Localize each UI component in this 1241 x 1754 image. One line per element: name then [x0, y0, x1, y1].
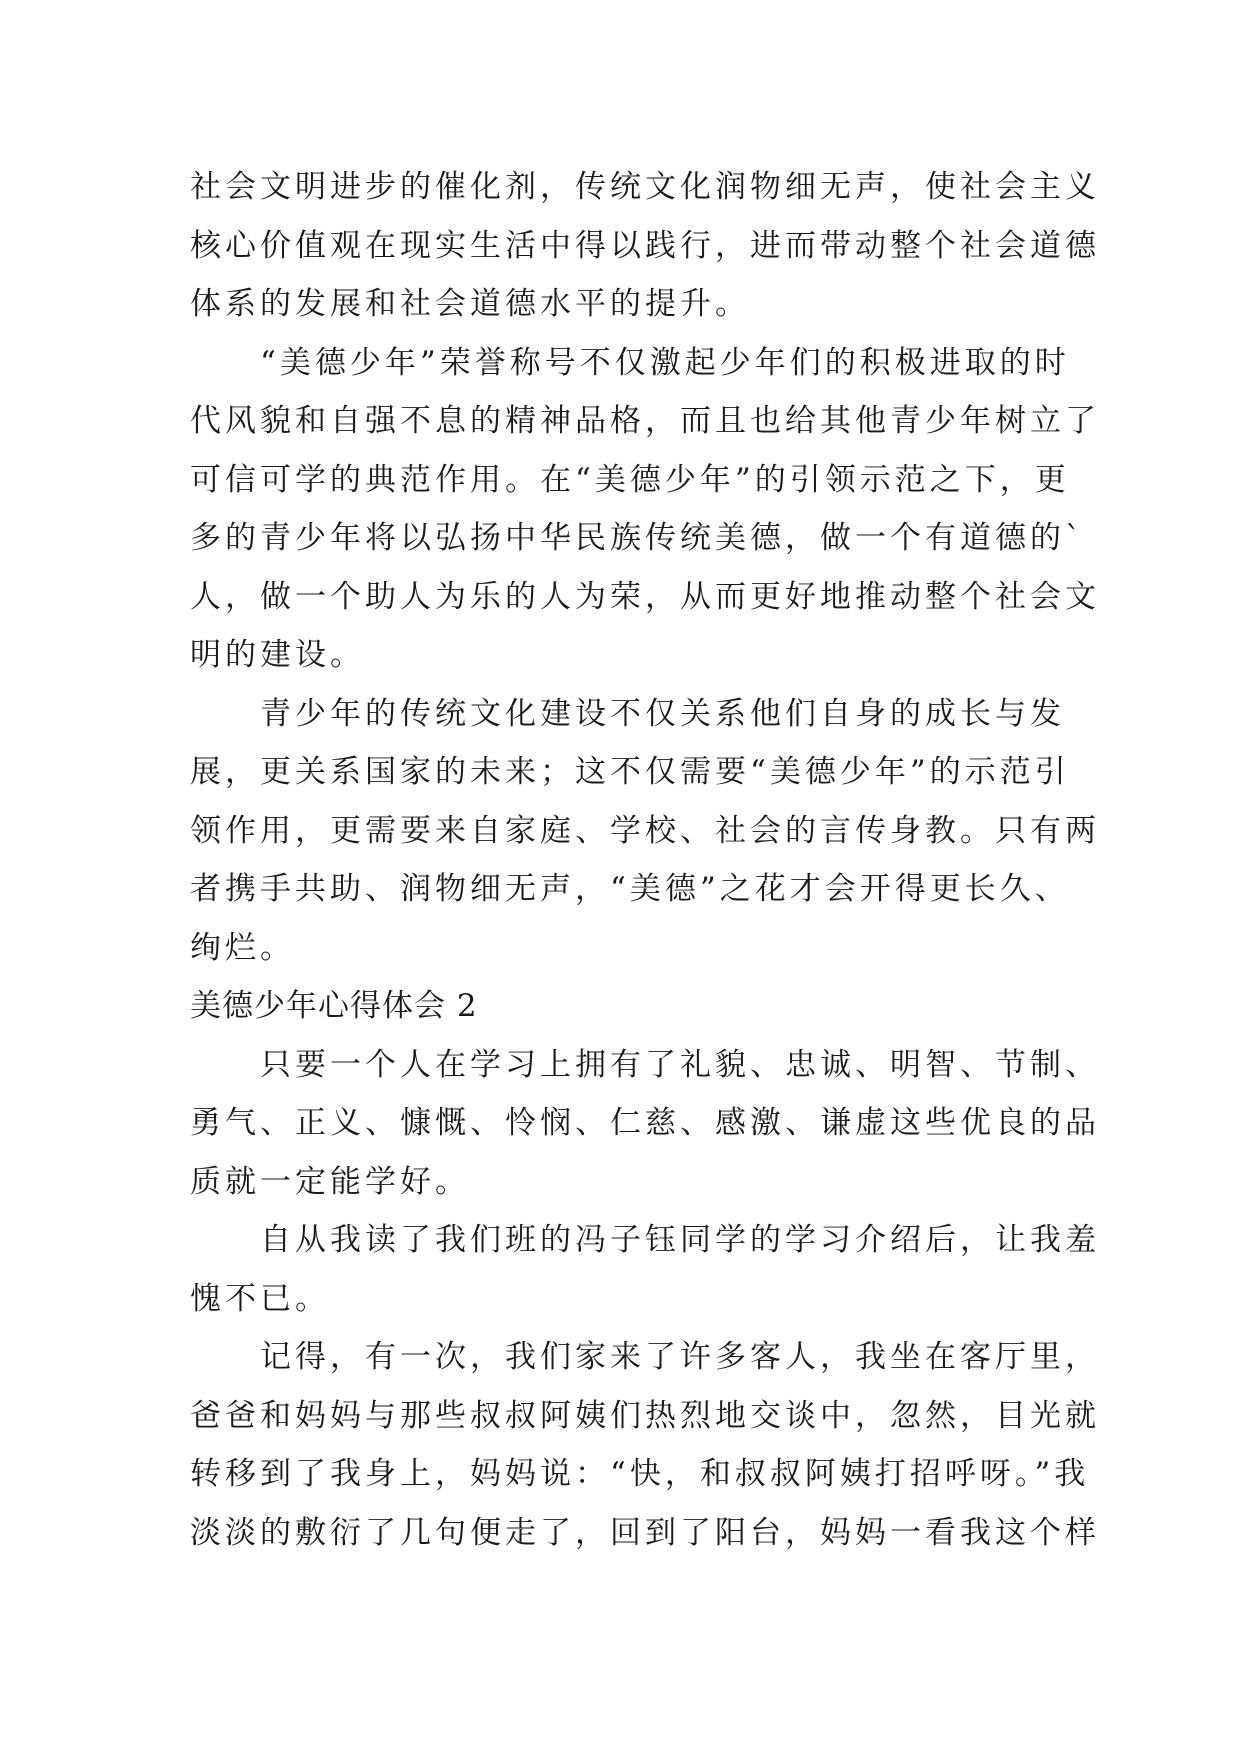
text-line: 领作用，更需要来自家庭、学校、社会的言传身教。只有两: [190, 812, 1100, 849]
paragraph-first-line: 记得，有一次，我们家来了许多客人，我坐在客厅里，: [260, 1339, 1100, 1375]
text-line: 社会文明进步的催化剂，传统文化润物细无声，使社会主义: [190, 169, 1100, 205]
text-line: 明的建设。: [190, 637, 365, 673]
text-line: 代风貌和自强不息的精神品格，而且也给其他青少年树立了: [190, 403, 1100, 439]
text-line: 绚烂。: [190, 929, 295, 966]
text-line: 人，做一个助人为乐的人为荣，从而更好地推动整个社会文: [190, 578, 1100, 615]
text-line: 体系的发展和社会道德水平的提升。: [190, 286, 750, 322]
text-line: 愧不已。: [190, 1280, 330, 1317]
paragraph-first-line: 青少年的传统文化建设不仅关系他们自身的成长与发: [260, 695, 1065, 732]
text-line: 勇气、正义、慷慨、怜悯、仁慈、感激、谦虚这些优良的品: [190, 1105, 1100, 1141]
text-line: 者携手共助、润物细无声，“美德”之花才会开得更长久、: [190, 871, 1070, 907]
paragraph-first-line: “美德少年”荣誉称号不仅激起少年们的积极进取的时: [260, 344, 1070, 381]
text-line: 展，更关系国家的未来；这不仅需要“美德少年”的示范引: [190, 754, 1070, 790]
paragraph-first-line: 自从我读了我们班的冯子钰同学的学习介绍后，让我羞: [260, 1222, 1100, 1258]
text-line: 核心价值观在现实生活中得以践行，进而带动整个社会道德: [190, 227, 1100, 264]
document-body: [190, 158, 1100, 1562]
text-line: 淡淡的敷衍了几句便走了，回到了阳台，妈妈一看我这个样: [190, 1514, 1100, 1551]
text-line: 爸爸和妈妈与那些叔叔阿姨们热烈地交谈中，忽然，目光就: [190, 1397, 1100, 1434]
text-line: 多的青少年将以弘扬中华民族传统美德，做一个有道德的`: [190, 520, 1085, 556]
section-heading: 美德少年心得体会 2: [190, 988, 478, 1024]
paragraph-first-line: 只要一个人在学习上拥有了礼貌、忠诚、明智、节制、: [260, 1046, 1100, 1083]
text-line: 质就一定能学好。: [190, 1163, 470, 1200]
text-line: 转移到了我身上，妈妈说：“快，和叔叔阿姨打招呼呀。”我: [190, 1456, 1090, 1492]
text-line: 可信可学的典范作用。在“美德少年”的引领示范之下，更: [190, 461, 1070, 498]
